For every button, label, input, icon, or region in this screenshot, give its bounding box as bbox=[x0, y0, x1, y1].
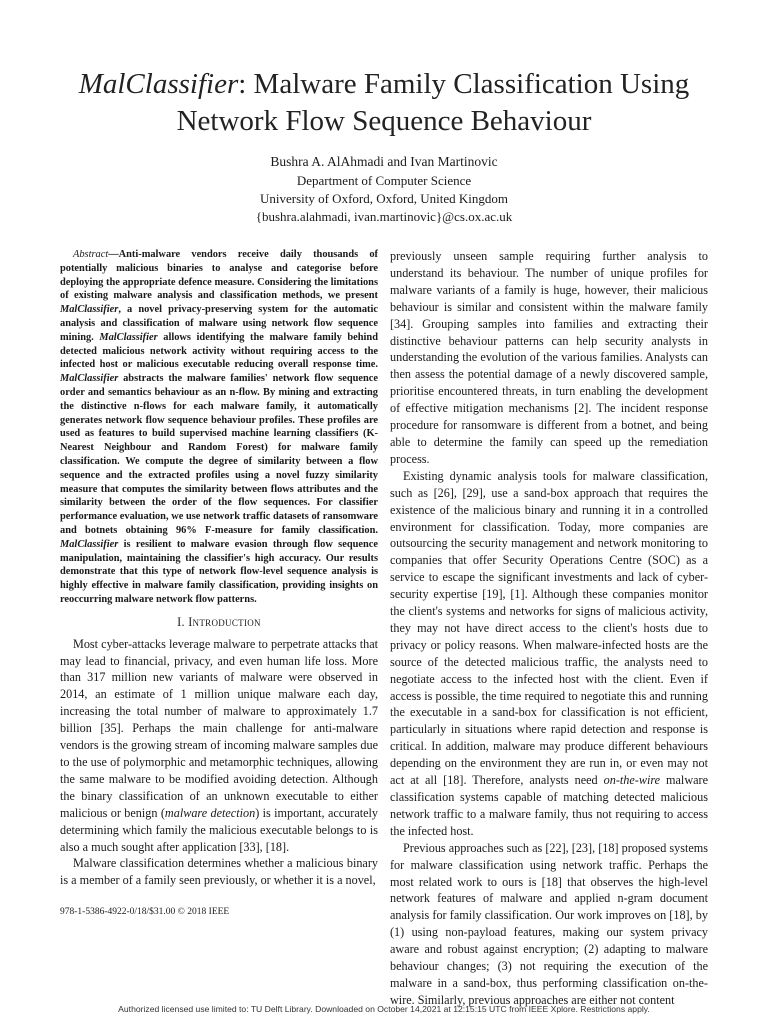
paper-title bbox=[40, 66, 728, 140]
author-university: University of Oxford, Oxford, United Kingdom bbox=[259, 191, 509, 206]
section-heading-introduction bbox=[60, 614, 378, 631]
abstract-dash: — bbox=[108, 249, 119, 260]
download-footer: Authorized licensed use limited to: TU Delft Library. Downloaded on October 14,2021 at 12:15:15 UTC from IEEE Xplore. Restrictions apply. bbox=[118, 1004, 650, 1014]
intro-paragraph-2: Malware classification determines whether a malicious binary is a member of a family seen previously, or whether it is a novel, bbox=[60, 856, 378, 888]
abstract-system-name: MalClassifier bbox=[60, 304, 119, 316]
intro-paragraph-4: Previous approaches such as [22], [23], [18] proposed systems for malware classification using network traffic. Perhaps the most related work to ours is [18] that observes the high-level network features of malware and applied n-gram document analysis for family classification. Our work improves on [18], by (1) using non-payload features, making our system privacy aware and robust against encryption; (2) adapting to malware behaviour changes; (3) not requiring the execution of the malware in a sand-box, thus performing classification on-the-wire. Similarly, previous approaches are either not content bbox=[390, 840, 708, 1007]
author-department: Department of Computer Science bbox=[296, 173, 472, 188]
abstract-system-name: MalClassifier bbox=[60, 538, 119, 550]
abstract-system-name: MalClassifier bbox=[99, 331, 158, 343]
abstract bbox=[60, 248, 378, 607]
title-rest: : Malware Family Classification Using Network Flow Sequence Behaviour bbox=[176, 68, 690, 137]
abstract-text-5: is resilient to malware evasion through flow sequence manipulation, maintaining the classifier's high accuracy. Our results demonstrate that this type of network flow-level sequence analysis is highly effective in malware family classification, providing insights on reoccurring malware network flow patterns. bbox=[60, 538, 378, 605]
title-system-name: MalClassifier bbox=[78, 68, 239, 100]
intro-paragraph-1: Most cyber-attacks leverage malware to perpetrate attacks that may lead to financial, privacy, and even human life loss. More than 317 million new variants of malware were observed in 2014, an estimate of 1 million unique malware each day, increasing the total number of malware to approximately 1.7 billion [35]. Perhaps the main challenge for anti-malware vendors is the growing stream of incoming malware samples due to the use of polymorphic and metamorphic techniques, allowing the same malware to be modified avoiding detection. Although the binary classification of an unknown executable to either malicious or benign (malware detection) is important, accurately determining which family the malicious executable belongs to is also a much sought after application [33], [18]. bbox=[60, 636, 379, 854]
emphasis-malware-detection: malware detection bbox=[164, 805, 256, 820]
right-column bbox=[390, 248, 708, 1009]
abstract-text-3: allows identifying the malware family behind detected malicious network activity without requiring access to the infected host or malicious executable reducing overall response time. bbox=[60, 331, 378, 371]
abstract-system-name: MalClassifier bbox=[60, 373, 119, 385]
section-number: I. bbox=[177, 614, 189, 629]
author-names: Bushra A. AlAhmadi and Ivan Martinovic bbox=[270, 154, 498, 169]
intro-paragraph-3: Existing dynamic analysis tools for malware classification, such as [26], [29], use a sand-box approach that requires the existence of the malicious binary and running it in a controlled environment for classification. Today, more companies are outsourcing the security management and network monitoring to companies that offer Security Operations Centre (SOC) as a service to escape the significant investments and lack of cyber-security expertise [19], [1]. Although these companies monitor the client's systems and networks for signs of malicious activity, they may not have direct access to the client's hosts due to privacy or policy reasons. When malware-infected hosts are the source of the detected malicious traffic, the analysts need to negotiate access to the infected host with the client. Even if access is possible, the time required to negotiate this and running the executable in a sand-box for classification is not efficient, particularly in situations where rapid detection and response is critical. In addition, malware may produce different behaviours depending on the environment they are run in, or even may not act at all [18]. Therefore, analysts need on-the-wire malware classification systems capable of matching detected malicious network traffic to a malware family, thus not requiring to access the infected host. bbox=[390, 468, 708, 838]
abstract-label: Abstract bbox=[73, 249, 109, 260]
author-email: {bushra.alahmadi, ivan.martinovic}@cs.ox.ac.uk bbox=[255, 209, 513, 224]
abstract-text-1: Anti-malware vendors receive daily thousands of potentially malicious binaries to analyse and categorise before deploying the appropriate defence measure. Considering the limitations of existing malware analysis and classification methods, we present bbox=[60, 249, 378, 302]
abstract-text-2: , a novel privacy-preserving system for the automatic analysis and classification of malware using network flow sequence mining. bbox=[60, 304, 378, 343]
emphasis-on-the-wire: on-the-wire bbox=[603, 773, 661, 788]
section-title: Introduction bbox=[188, 614, 261, 629]
copyright-notice: 978-1-5386-4922-0/18/$31.00 © 2018 IEEE bbox=[60, 907, 230, 917]
intro-paragraph-2-continued: previously unseen sample requiring further analysis to understand its behaviour. The number of unique profiles for malware variants of a family is huge, however, their malicious behaviour is similar and consistent within the malware family [34]. Grouping samples into families and extracting their distinctive behaviour patterns can help security analysts in understanding the evolution of the various families. Analysts can then assess the potential damage of a newly discovered sample, prioritise encountered threats, in turn enabling the development of effective mitigation mechanisms [2]. The incident response procedure for ransomware is different from a botnet, and being able to determine the family can speed up the remediation process. bbox=[390, 249, 708, 466]
author-block bbox=[100, 153, 668, 226]
abstract-text-4: abstracts the malware families' network flow sequence order and semantics behaviour as an n-flow. By mining and extracting the distinctive n-flows for each malware family, it automatically generates network flow sequence behaviour profiles. These profiles are used as features to build supervised machine learning classifiers (K-Nearest Neighbour and Random Forest) for malware family classification. We compute the degree of similarity between a flow sequence and the extracted profiles using a novel fuzzy similarity measure that computes the similarity between flows attributes and the similarity between the order of the flow sequences. For classifier performance evaluation, we use network traffic datasets of ransomware and botnets obtaining 96% F-measure for family classification. bbox=[60, 373, 378, 536]
left-column bbox=[60, 248, 378, 889]
